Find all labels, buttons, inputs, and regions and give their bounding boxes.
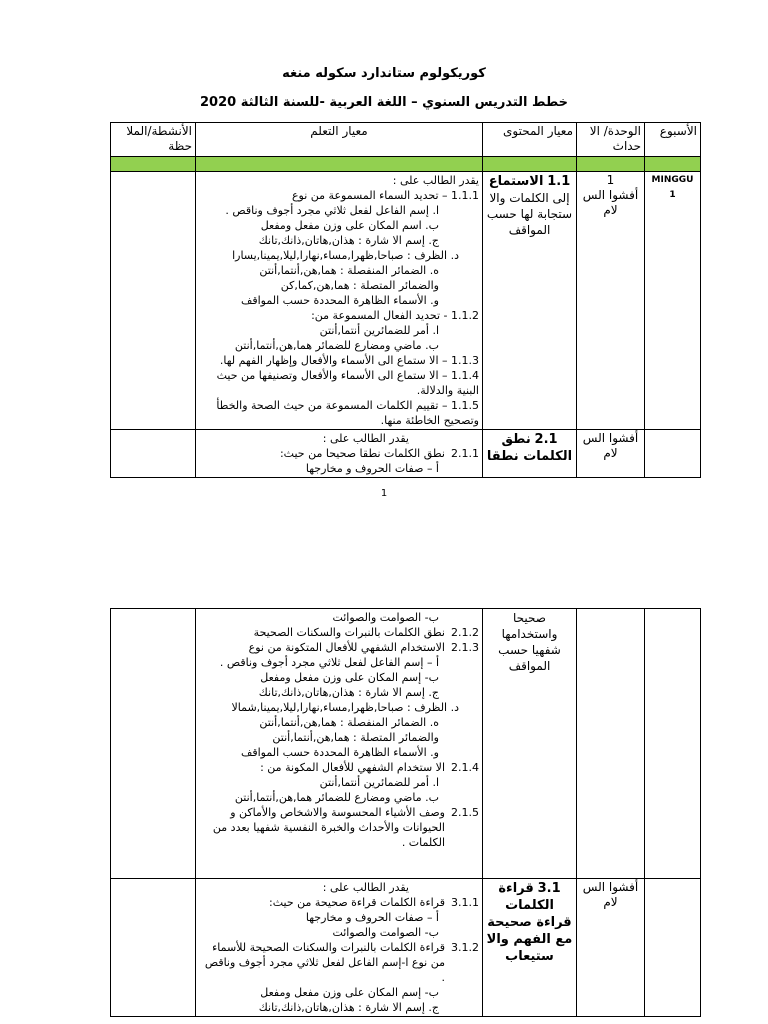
activities-cell bbox=[111, 609, 196, 879]
learning-text: الاستخدام الشفهي للأفعال المتكونة من نوع bbox=[248, 641, 445, 654]
standard-code: 2.1 bbox=[534, 432, 558, 447]
table-header-row bbox=[111, 123, 701, 157]
standard-text: الكلمات قراءة صحيحة مع الفهم والا ستيعاب bbox=[486, 898, 573, 964]
learning-line: د. الظرف : صباحا,ظهرا,مساء,نهارا,ليلا,يمينا,يسارا bbox=[232, 249, 459, 262]
learning-code: 2.1.1 bbox=[451, 447, 479, 460]
intro: يقدر الطالب على : bbox=[392, 174, 479, 187]
plan-table-page2 bbox=[110, 608, 701, 1017]
learning-line: و. الأسماء الظاهرة المحددة حسب المواقف bbox=[240, 294, 439, 307]
content-standard-cell bbox=[483, 879, 577, 1017]
document-title: كوريكولوم ستاندارد سكوله منغه bbox=[282, 66, 486, 81]
week-cell bbox=[645, 609, 701, 879]
col-unit: الوحدة/ الا حداث bbox=[577, 123, 645, 157]
learning-text: وصف الأشياء المحسوسة والاشخاص والأماكن و الحيوانات والأحداث والخبرة النفسية شفهيا بعدد من الكلمات . bbox=[212, 806, 445, 849]
learning-line: ه. الضمائر المنفصلة : هما,هن,أنتما,أنتن bbox=[259, 264, 439, 277]
learning-line: ج. إسم الا شارة : هذان,هاتان,ذانك,تانك bbox=[258, 1001, 439, 1014]
col-learning-standard: معيار التعلم bbox=[196, 123, 483, 157]
standard-code: 1.1 bbox=[547, 174, 571, 189]
learning-code: 2.1.3 bbox=[451, 641, 479, 654]
learning-line: والضمائر المتصلة : هما,هن,كما,كن bbox=[280, 279, 439, 292]
learning-text: قراءة الكلمات قراءة صحيحة من حيث: bbox=[269, 896, 445, 909]
standard-text: إلى الكلمات والا ستجابة لها حسب المواقف bbox=[486, 191, 573, 237]
unit-number: 1 bbox=[606, 173, 615, 187]
unit-label: أفشوا الس لام bbox=[582, 188, 639, 217]
learning-code: 3.1.2 bbox=[451, 941, 479, 954]
standard-title: الاستماع bbox=[488, 174, 544, 189]
week-cell: MINGGU 1 bbox=[645, 172, 701, 430]
plan-table-page1 bbox=[110, 122, 701, 478]
learning-code: 2.1.5 bbox=[451, 806, 479, 819]
learning-code: 2.1.4 bbox=[451, 761, 479, 774]
week-cell bbox=[645, 430, 701, 478]
week-cell bbox=[645, 879, 701, 1017]
learning-standard-cell bbox=[196, 879, 483, 1017]
learning-line: ج. إسم الا شارة : هذان,هاتان,ذانك,تانك bbox=[258, 686, 439, 699]
unit-cell bbox=[577, 609, 645, 879]
learning-text: قراءة الكلمات بالنبرات والسكنات الصحيحة للأسماء من نوع ا-إسم الفاعل لفعل ثلاثي مجرد أجوف وناقص . bbox=[204, 941, 445, 984]
learning-line: ه. الضمائر المنفصلة : هما,هن,أنتما,أنتن bbox=[259, 716, 439, 729]
learning-line: 1.1.4 – الا ستماع الى الأسماء والأفعال وتصنيفها من حيث البنية والدلالة. bbox=[216, 369, 479, 397]
content-standard-cell bbox=[483, 172, 577, 430]
green-band-row bbox=[111, 157, 701, 172]
learning-line bbox=[199, 760, 479, 775]
col-week: الأسبوع bbox=[645, 123, 701, 157]
standard-title: قراءة bbox=[498, 881, 534, 896]
unit-cell bbox=[577, 172, 645, 430]
learning-line bbox=[199, 895, 479, 910]
learning-line: 1.1.5 – تقييم الكلمات المسموعة من حيث الصحة والخطأ وتصحيح الخاطئة منها. bbox=[216, 399, 479, 427]
standard-text: الكلمات نطقا bbox=[486, 449, 573, 464]
content-standard-cell bbox=[483, 430, 577, 478]
learning-line: و. الأسماء الظاهرة المحددة حسب المواقف bbox=[240, 746, 439, 759]
learning-line bbox=[199, 805, 479, 850]
activities-cell bbox=[111, 879, 196, 1017]
learning-line: ا. أمر للضمائرين أنتما,أنتن bbox=[319, 776, 439, 789]
learning-code: 3.1.1 bbox=[451, 896, 479, 909]
learning-standard-cell bbox=[196, 609, 483, 879]
learning-line: ب- إسم المكان على وزن مفعل ومفعل bbox=[260, 986, 439, 999]
learning-line: د. الظرف : صباحا,ظهرا,مساء,نهارا,ليلا,يمينا,شمالا bbox=[231, 701, 459, 714]
learning-line: ب- الصوامت والصوائت bbox=[332, 611, 439, 624]
table-row bbox=[111, 430, 701, 478]
learning-line: ب. اسم المكان على وزن مفعل ومفعل bbox=[260, 219, 439, 232]
learning-line: أ – صفات الحروف و مخارجها bbox=[305, 911, 439, 924]
unit-cell: أفشوا الس لام bbox=[577, 430, 645, 478]
col-content-standard: معيار المحتوى bbox=[483, 123, 577, 157]
table-row bbox=[111, 172, 701, 430]
learning-line: ج. إسم الا شارة : هذان,هاتان,ذانك,تانك bbox=[258, 234, 439, 247]
intro: يقدر الطالب على : bbox=[322, 881, 409, 894]
learning-standard-cell bbox=[196, 172, 483, 430]
table-row bbox=[111, 609, 701, 879]
learning-line bbox=[199, 446, 479, 461]
learning-line: أ – إسم الفاعل لفعل ثلاثي مجرد أجوف وناقص . bbox=[219, 656, 439, 669]
learning-line: والضمائر المتصلة : هما,هن,أنتما,أنتن bbox=[272, 731, 439, 744]
learning-line bbox=[199, 640, 479, 655]
page-number: 1 bbox=[380, 488, 388, 499]
learning-line bbox=[199, 625, 479, 640]
learning-line: ب. ماضي ومضارع للضمائر هما,هن,أنتما,أنتن bbox=[234, 791, 439, 804]
col-activities: الأنشطة/الملا حظة bbox=[111, 123, 196, 157]
learning-line: أ – صفات الحروف و مخارجها bbox=[305, 462, 439, 475]
unit-cell: أفشوا الس لام bbox=[577, 879, 645, 1017]
content-standard-cell: صحيحا واستخدامها شفهيا حسب المواقف bbox=[483, 609, 577, 879]
learning-text: الا ستخدام الشفهي للأفعال المكونة من : bbox=[260, 761, 445, 774]
learning-line: ب- الصوامت والصوائت bbox=[332, 926, 439, 939]
learning-line: 1.1.3 – الا ستماع الى الأسماء والأفعال وإظهار الفهم لها. bbox=[219, 354, 479, 367]
learning-code: 2.1.2 bbox=[451, 626, 479, 639]
learning-line bbox=[199, 940, 479, 985]
learning-line: 1.1.1 – تحديد السماء المسموعة من نوع bbox=[291, 189, 479, 202]
learning-line: 1.1.2 - تحديد الفعال المسموعة من: bbox=[311, 309, 479, 322]
standard-code: 3.1 bbox=[537, 881, 561, 896]
document-subtitle: خطط التدريس السنوي – اللغة العربية -للسنة الثالثة 2020 bbox=[200, 95, 568, 110]
learning-standard-cell bbox=[196, 430, 483, 478]
activities-cell bbox=[111, 172, 196, 430]
intro: يقدر الطالب على : bbox=[322, 432, 409, 445]
learning-line: ا. إسم الفاعل لفعل ثلاثي مجرد أجوف وناقص . bbox=[225, 204, 439, 217]
learning-line: ا. أمر للضمائرين أنتما,أنتن bbox=[319, 324, 439, 337]
learning-line: ب. ماضي ومضارع للضمائر هما,هن,أنتما,أنتن bbox=[234, 339, 439, 352]
activities-cell bbox=[111, 430, 196, 478]
learning-text: نطق الكلمات بالنبرات والسكنات الصحيحة bbox=[253, 626, 445, 639]
table-row bbox=[111, 879, 701, 1017]
learning-line: ب- إسم المكان على وزن مفعل ومفعل bbox=[260, 671, 439, 684]
learning-text: نطق الكلمات نطقا صحيحا من حيث: bbox=[279, 447, 445, 460]
standard-title: نطق bbox=[501, 432, 531, 447]
